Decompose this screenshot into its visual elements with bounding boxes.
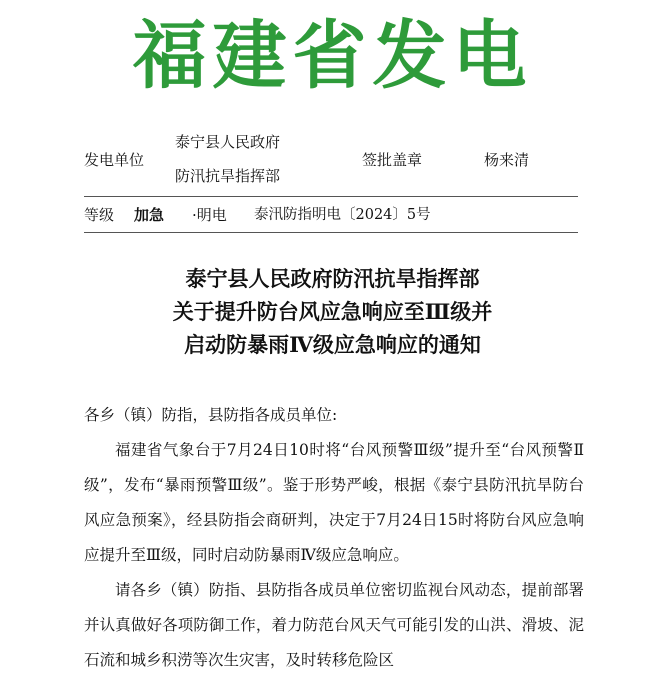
- priority-label: 等级: [84, 206, 115, 224]
- body-paragraph-2: 请各乡（镇）防指、县防指各成员单位密切监视台风动态，提前部署并认真做好各项防御工作，着力防范台风天气可能引发的山洪、滑坡、泥石流和城乡积涝等次生灾害，及时转移危险区: [84, 581, 584, 669]
- notice-title: [40, 262, 625, 361]
- priority-value: 加急: [134, 206, 165, 224]
- notice-body: [84, 398, 584, 678]
- header-divider-bottom: [84, 232, 578, 233]
- signer-label: 签批盖章: [362, 151, 423, 169]
- masthead-title: 福建省发电: [132, 13, 533, 99]
- priority-row: [84, 203, 578, 227]
- sender-name-line2: 防汛抗旱指挥部: [175, 167, 281, 185]
- sender-name-line1: 泰宁县人民政府: [175, 133, 281, 151]
- body-paragraph-1: 福建省气象台于7月24日10时将“台风预警Ⅲ级”提升至“台风预警Ⅱ级”，发布“暴雨预警Ⅲ级”。鉴于形势严峻，根据《泰宁县防汛抗旱防台风应急预案》，经县防指会商研判，决定于7月24日15时将防台风应急响应提升至Ⅲ级，同时启动防暴雨Ⅳ级应急响应。: [84, 441, 584, 564]
- header-divider-top: [84, 196, 578, 197]
- salutation: 各乡（镇）防指，县防指各成员单位:: [84, 406, 338, 424]
- signer-name: 杨来清: [484, 151, 530, 169]
- telegram-type: ·明电: [192, 206, 227, 224]
- sender-row: [84, 124, 578, 194]
- document-number: 泰汛防指明电〔2024〕5号: [254, 207, 431, 223]
- title-line-3: 启动防暴雨Ⅳ级应急响应的通知: [184, 332, 481, 357]
- title-line-2: 关于提升防台风应急响应至Ⅲ级并: [172, 299, 493, 324]
- title-line-1: 泰宁县人民政府防汛抗旱指挥部: [185, 266, 480, 291]
- sender-label: 发电单位: [84, 151, 145, 169]
